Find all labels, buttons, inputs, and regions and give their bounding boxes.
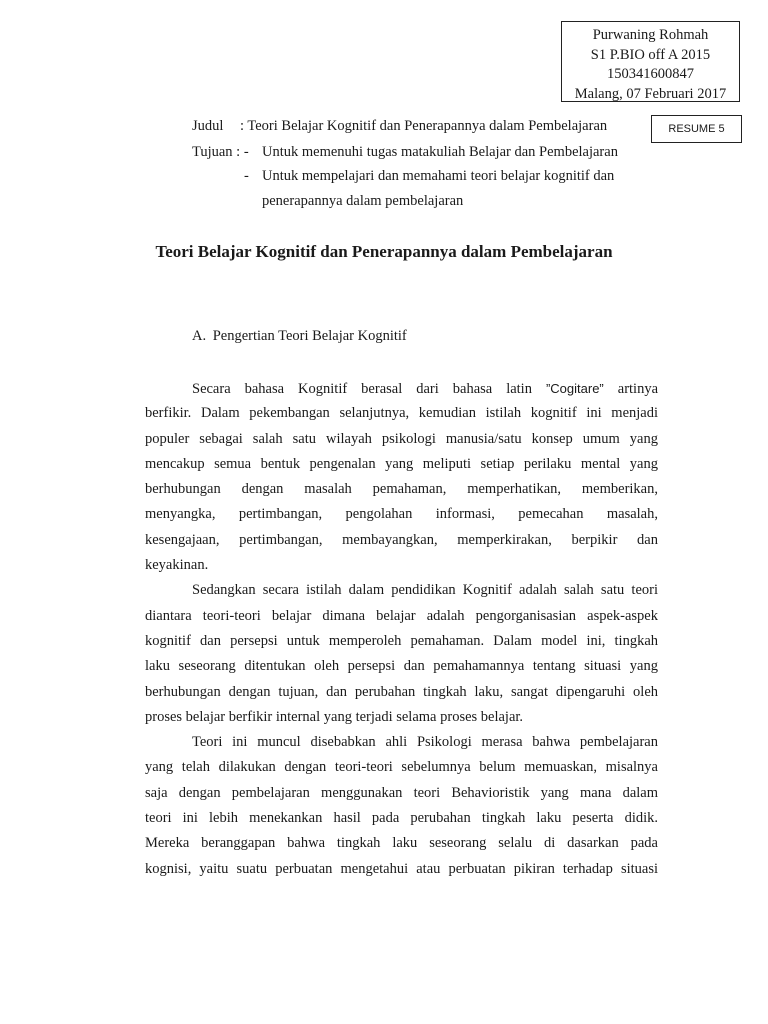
paragraph-line: kesengajaan, pertimbangan, membayangkan, memperkirakan, berpikir dan bbox=[145, 531, 658, 548]
latin-term: ”Cogitare” bbox=[545, 381, 604, 396]
author-name: Purwaning Rohmah bbox=[592, 27, 709, 43]
meta-judul bbox=[192, 118, 607, 135]
paragraph-line: menyangka, pertimbangan, pengolahan informasi, pemecahan masalah, bbox=[145, 506, 658, 523]
judul-label: Judul bbox=[192, 118, 224, 134]
paragraph-line: kognisi, yaitu suatu perbuatan mengetahui atau perbuatan pikiran terhadap situasi bbox=[145, 860, 658, 877]
paragraph-line: Sedangkan secara istilah dalam pendidikan Kognitif adalah salah satu teori bbox=[192, 582, 658, 599]
paragraph-line: yang telah dilakukan dengan teori-teori sebelumnya belum memuaskan, misalnya bbox=[145, 759, 658, 776]
paragraph-line: berhubungan dengan masalah pemahaman, memperhatikan, memberikan, bbox=[145, 481, 658, 498]
tujuan-item-1: Untuk memenuhi tugas matakuliah Belajar dan Pembelajaran bbox=[262, 144, 618, 160]
author-program: S1 P.BIO off A 2015 bbox=[590, 46, 711, 63]
paragraph-line bbox=[145, 376, 658, 401]
author-info-box bbox=[561, 21, 740, 102]
paragraph-line: laku seseorang ditentukan oleh persepsi dan pemahamannya tentang situasi yang bbox=[145, 658, 658, 675]
tujuan-label: Tujuan : - bbox=[192, 144, 249, 160]
tujuan-item-2b: penerapannya dalam pembelajaran bbox=[262, 193, 464, 209]
judul-value: : Teori Belajar Kognitif dan Penerapannya dalam Pembelajaran bbox=[240, 118, 608, 134]
paragraph-line: diantara teori-teori belajar dimana belajar adalah pengorganisasian aspek-aspek bbox=[145, 607, 658, 624]
document-title: Teori Belajar Kognitif dan Penerapannya dalam Pembelajaran bbox=[155, 242, 613, 261]
meta-tujuan bbox=[192, 144, 618, 161]
paragraph-line: teori ini lebih menekankan hasil pada perubahan tingkah laku peserta didik. bbox=[145, 810, 658, 827]
line-text: artinya bbox=[617, 381, 659, 397]
resume-badge: RESUME 5 bbox=[651, 115, 742, 143]
section-letter: A. bbox=[192, 328, 207, 344]
section-heading bbox=[192, 328, 407, 345]
paragraph-line: kognitif dan persepsi untuk memperoleh pemahaman. Dalam model ini, tingkah bbox=[145, 632, 658, 649]
paragraph-line: keyakinan. bbox=[145, 557, 209, 574]
paragraph-line: mencakup semua bentuk pengenalan yang meliputi setiap perilaku mental yang bbox=[145, 455, 658, 472]
tujuan-2-dash: - bbox=[244, 168, 249, 184]
section-heading-text: Pengertian Teori Belajar Kognitif bbox=[212, 328, 407, 344]
paragraph-line: berhubungan dengan tujuan, dan perubahan tingkah laku, sangat dipengaruhi oleh bbox=[145, 683, 658, 700]
paragraph-line: berfikir. Dalam pekembangan selanjutnya, kemudian istilah kognitif ini menjadi bbox=[145, 405, 658, 422]
paragraph-line: proses belajar berfikir internal yang terjadi selama proses belajar. bbox=[145, 708, 524, 725]
tujuan-item-2a: Untuk mempelajari dan memahami teori belajar kognitif dan bbox=[262, 168, 615, 184]
paragraph-line: Teori ini muncul disebabkan ahli Psikologi merasa bahwa pembelajaran bbox=[192, 734, 658, 751]
author-student-id: 150341600847 bbox=[607, 66, 694, 82]
meta-tujuan-2 bbox=[244, 168, 614, 185]
paragraph-line: populer sebagai salah satu wilayah psikologi manusia/satu konsep umum yang bbox=[145, 430, 658, 447]
body-text bbox=[145, 376, 658, 882]
line-text: Secara bahasa Kognitif berasal dari bahasa latin bbox=[192, 381, 532, 397]
author-place-date: Malang, 07 Februari 2017 bbox=[574, 85, 727, 102]
paragraph-line: Mereka beranggapan bahwa tingkah laku seseorang selalu di dasarkan pada bbox=[145, 835, 658, 852]
paragraph-line: saja dengan pembelajaran menggunakan teori Behavioristik yang mana dalam bbox=[145, 784, 658, 801]
